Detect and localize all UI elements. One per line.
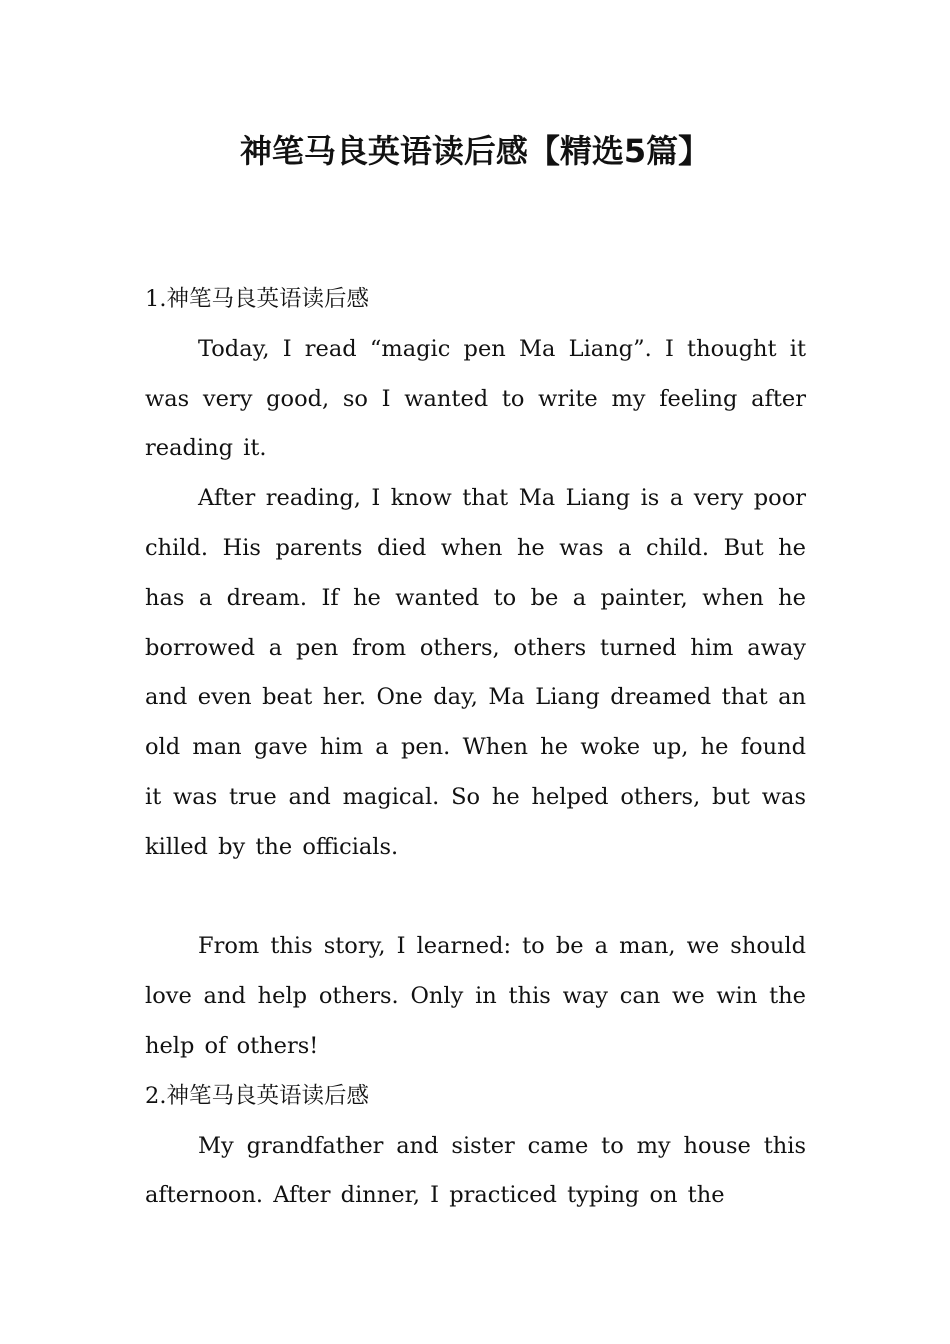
blank-line: [145, 873, 806, 923]
paragraph: Today, I read “magic pen Ma Liang”. I thought it was very good, so I wanted to write my feeling after reading it.: [145, 335, 806, 462]
paragraph: From this story, I learned: to be a man, we should love and help others. Only in this way can we win the help of others!: [145, 933, 806, 1059]
document-body: [145, 275, 806, 1221]
section-heading: 2.神笔马良英语读后感: [145, 1082, 369, 1109]
paragraph: My grandfather and sister came to my house this afternoon. After dinner, I practiced typing on the: [145, 1132, 806, 1209]
section-2: [145, 1072, 806, 1221]
section-1: [145, 275, 806, 1072]
document-title: 神笔马良英语读后感【精选5篇】: [239, 132, 711, 170]
paragraph: After reading, I know that Ma Liang is a very poor child. His parents died when he was a child. But he has a dream. If he wanted to be a painter, when he borrowed a pen from others, others turned him away and even beat her. One day, Ma Liang dreamed that an old man gave him a pen. When he woke up, he found it was true and magical. So he helped others, but was killed by the officials.: [145, 485, 806, 860]
section-heading: 1.神笔马良英语读后感: [145, 286, 369, 312]
